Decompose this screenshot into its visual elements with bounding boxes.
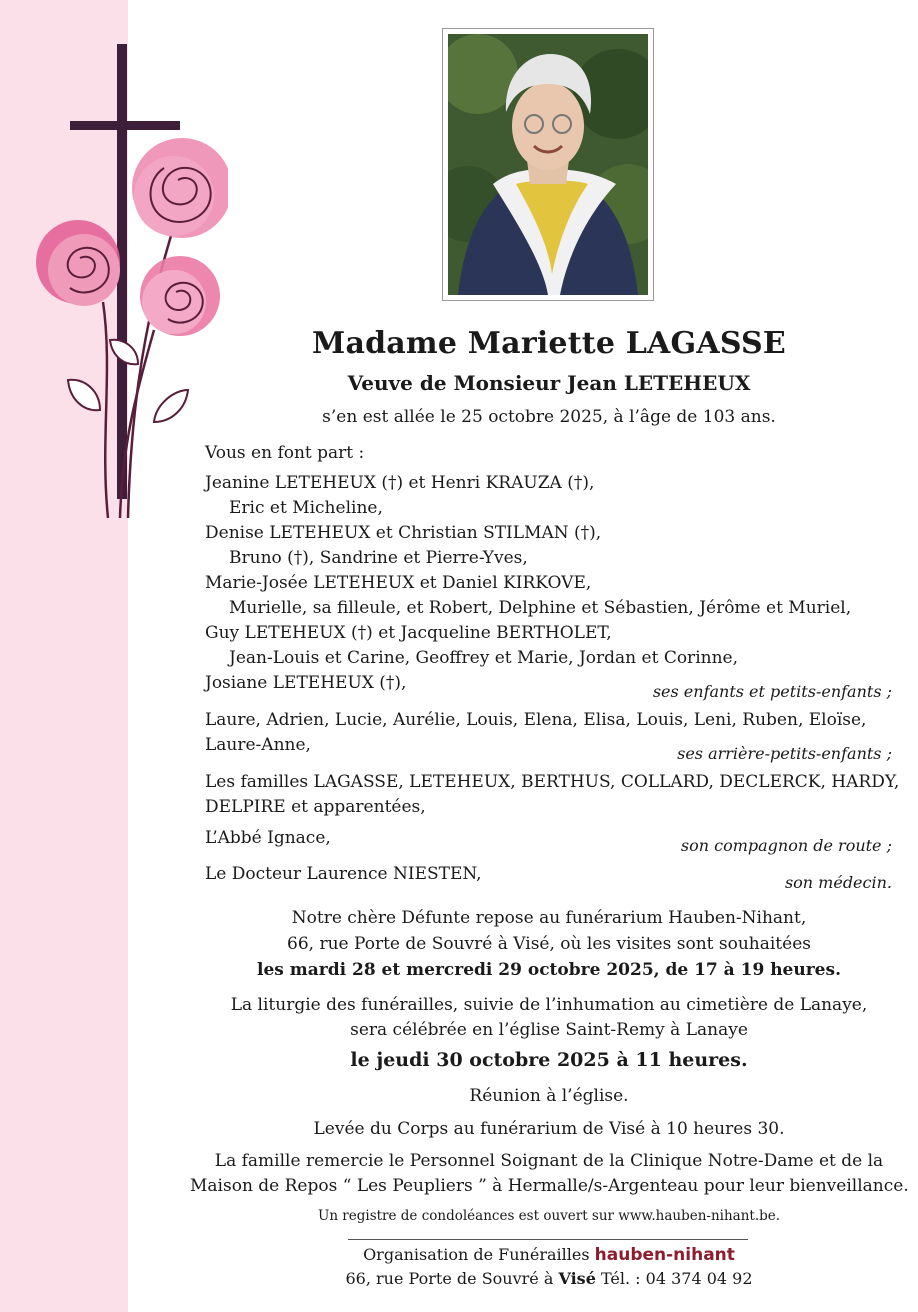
portrait-frame xyxy=(442,28,654,301)
portrait-photo xyxy=(448,34,648,295)
family-line: Josiane LETEHEUX (†), xyxy=(205,673,407,693)
role-children: ses enfants et petits-enfants ; xyxy=(652,682,892,701)
abbe-line: L’Abbé Ignace, xyxy=(205,828,331,848)
visits-line: 66, rue Porte de Souvré à Visé, où les visites sont souhaitées xyxy=(287,934,811,954)
families-line: DELPIRE et apparentées, xyxy=(205,797,426,817)
role-companion: son compagnon de route ; xyxy=(680,836,892,855)
widow-of: Veuve de Monsieur Jean LETEHEUX xyxy=(347,371,751,395)
thanks-line: La famille remercie le Personnel Soignant de la Clinique Notre-Dame et de la xyxy=(214,1151,884,1171)
family-line: Murielle, sa filleule, et Robert, Delphine et Sébastien, Jérôme et Muriel, xyxy=(229,598,852,618)
funeral-date: le jeudi 30 octobre 2025 à 11 heures. xyxy=(350,1049,748,1071)
role-doctor: son médecin. xyxy=(784,873,892,892)
hauben-nihant-logo: hauben-nihant xyxy=(594,1245,735,1265)
great-grandchildren-line: Laure-Anne, xyxy=(205,735,311,755)
visits-dates: les mardi 28 et mercredi 29 octobre 2025, de 17 à 19 heures. xyxy=(257,960,841,980)
intro-text: Vous en font part : xyxy=(205,443,365,463)
family-line: Guy LETEHEUX (†) et Jacqueline BERTHOLET, xyxy=(205,623,612,643)
family-line: Bruno (†), Sandrine et Pierre-Yves, xyxy=(229,548,528,568)
register-text: Un registre de condoléances est ouvert sur www.hauben-nihant.be. xyxy=(317,1208,781,1224)
thanks-line: Maison de Repos “ Les Peupliers ” à Hermalle/s-Argenteau pour leur bienveillance. xyxy=(190,1176,909,1196)
families-line: Les familles LAGASSE, LETEHEUX, BERTHUS, COLLARD, DECLERCK, HARDY, xyxy=(205,772,900,792)
family-line: Eric et Micheline, xyxy=(229,498,383,518)
family-line: Jean-Louis et Carine, Geoffrey et Marie, Jordan et Corinne, xyxy=(229,648,738,668)
visits-line: Notre chère Défunte repose au funérarium Hauben-Nihant, xyxy=(291,908,807,928)
funeral-line: La liturgie des funérailles, suivie de l’inhumation au cimetière de Lanaye, xyxy=(230,995,868,1015)
doctor-line: Le Docteur Laurence NIESTEN, xyxy=(205,864,482,884)
cross-and-roses-icon xyxy=(28,40,228,530)
passing-date: s’en est allée le 25 octobre 2025, à l’âge de 103 ans. xyxy=(322,407,776,427)
footer-city: Visé xyxy=(558,1269,596,1288)
footer-street: 66, rue Porte de Souvré à xyxy=(345,1269,554,1288)
deceased-name: Madame Mariette LAGASSE xyxy=(312,326,786,361)
family-line: Marie-Josée LETEHEUX et Daniel KIRKOVE, xyxy=(205,573,592,593)
family-line: Jeanine LETEHEUX (†) et Henri KRAUZA (†), xyxy=(205,473,595,493)
family-line: Denise LETEHEUX et Christian STILMAN (†), xyxy=(205,523,602,543)
footer-phone: Tél. : 04 374 04 92 xyxy=(600,1269,753,1288)
great-grandchildren-line: Laure, Adrien, Lucie, Aurélie, Louis, Elena, Elisa, Louis, Leni, Ruben, Eloïse, xyxy=(205,710,867,730)
footer-organisation xyxy=(190,1245,908,1265)
meeting-text: Réunion à l’église. xyxy=(469,1086,629,1106)
levee-text: Levée du Corps au funérarium de Visé à 10 heures 30. xyxy=(313,1119,785,1139)
funeral-line: sera célébrée en l’église Saint-Remy à Lanaye xyxy=(350,1020,748,1040)
footer-address xyxy=(190,1269,908,1288)
role-great-grandchildren: ses arrière-petits-enfants ; xyxy=(677,744,892,763)
footer-org-label: Organisation de Funérailles xyxy=(363,1245,590,1264)
footer-divider xyxy=(348,1239,748,1240)
